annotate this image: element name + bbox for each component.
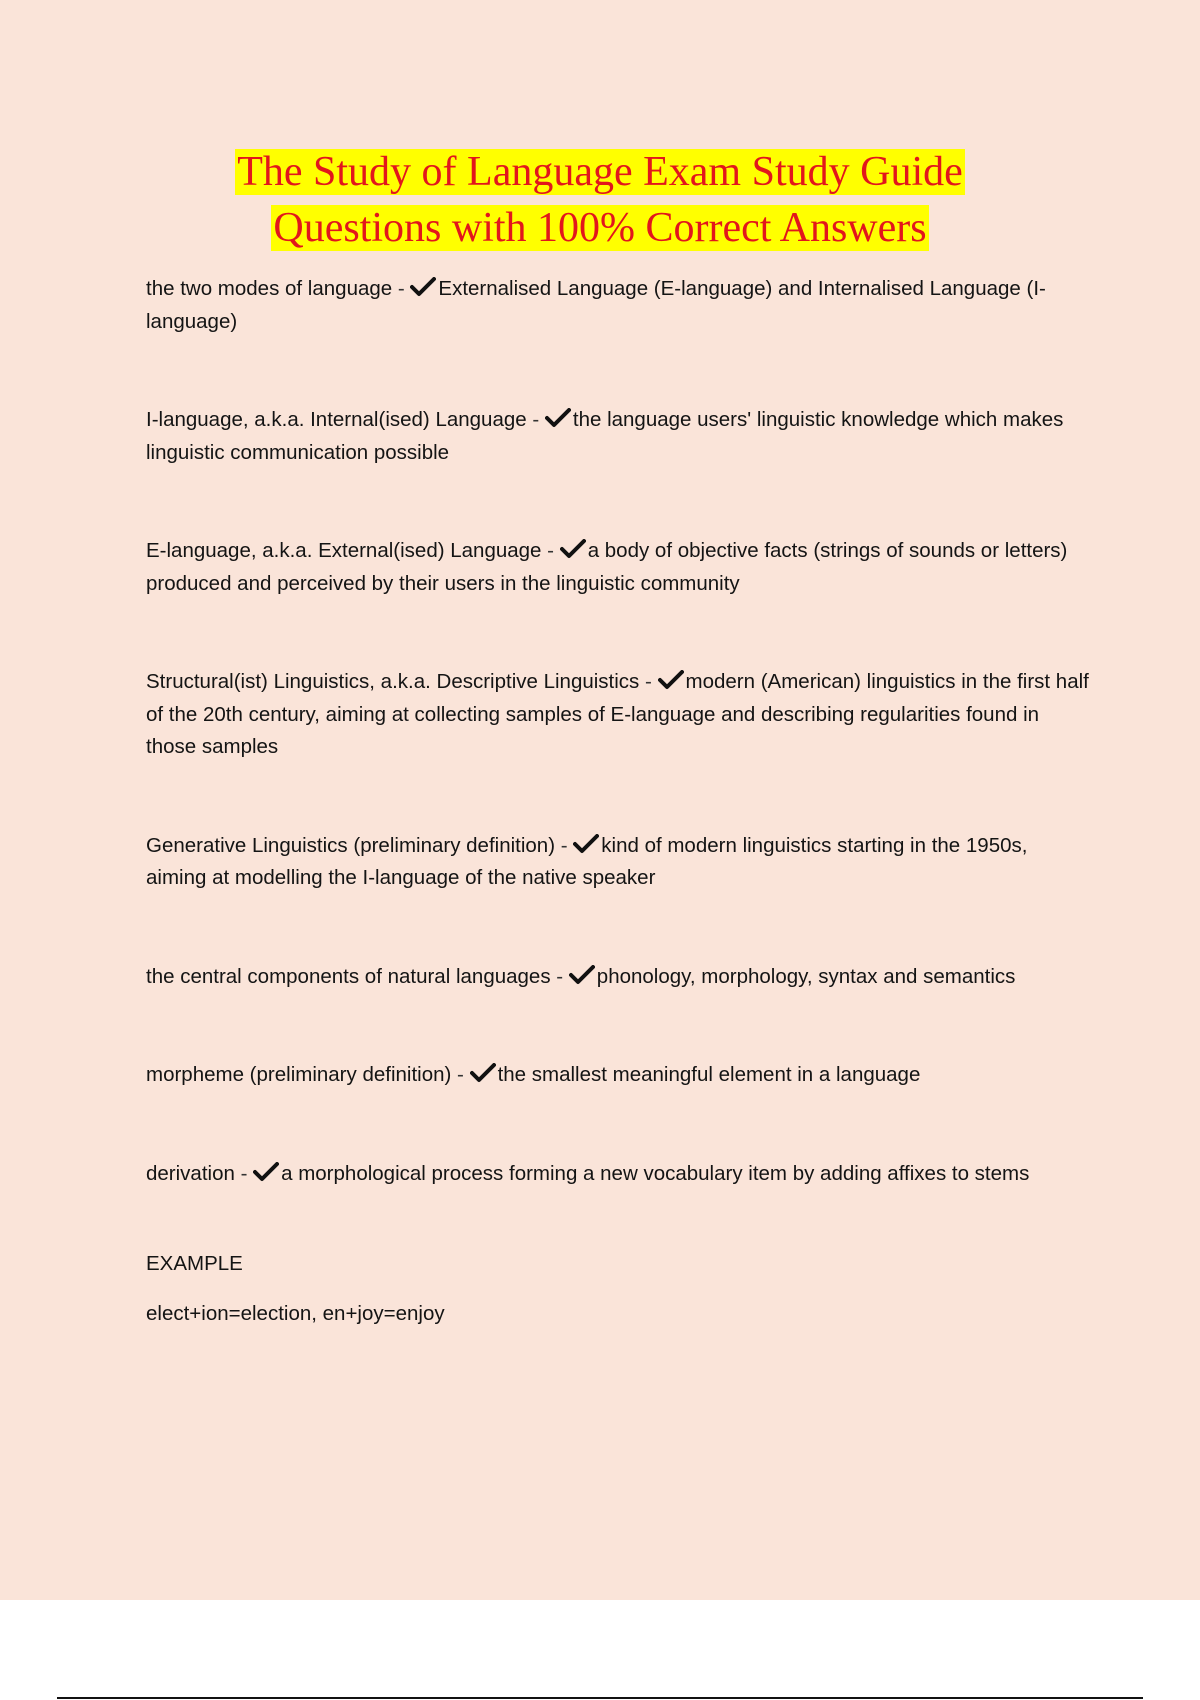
qa-item: [146, 1158, 1091, 1191]
title-line-2: Questions with 100% Correct Answers: [273, 205, 927, 251]
qa-term: derivation: [146, 1161, 235, 1185]
qa-answer: a body of objective facts (strings of sounds or letters) produced and perceived by their users in the linguistic community: [146, 539, 1068, 595]
qa-term: the two modes of language: [146, 277, 393, 300]
qa-term: Generative Linguistics (preliminary definition): [146, 833, 556, 857]
qa-item: [146, 830, 1091, 895]
check-icon: [573, 834, 599, 854]
qa-item: [146, 535, 1091, 600]
qa-answer: the language users' linguistic knowledge which makes linguistic communication possible: [146, 408, 1064, 464]
qa-separator: -: [639, 670, 658, 693]
example-text: elect+ion=election, en+joy=enjoy: [146, 1301, 445, 1325]
check-icon: [658, 670, 684, 690]
qa-term: morpheme (preliminary definition): [146, 1063, 452, 1086]
check-icon: [470, 1063, 496, 1083]
qa-item: [146, 1059, 1091, 1092]
qa-separator: -: [451, 1063, 470, 1086]
document-title: [0, 144, 1200, 256]
qa-item: [146, 666, 1091, 764]
qa-answer: a morphological process forming a new vocabulary item by adding affixes to stems: [281, 1161, 1030, 1185]
example-label: EXAMPLE: [146, 1252, 243, 1275]
qa-term: the central components of natural languages: [146, 964, 551, 988]
qa-term: E-language, a.k.a. External(ised) Language: [146, 539, 542, 562]
qa-item: [146, 404, 1091, 469]
check-icon: [545, 408, 571, 428]
qa-separator: -: [392, 277, 411, 300]
qa-list: [146, 273, 1091, 1330]
footer-divider: [57, 1697, 1143, 1699]
check-icon: [410, 277, 436, 297]
qa-item: [146, 273, 1091, 338]
qa-answer: the smallest meaningful element in a language: [497, 1063, 921, 1086]
qa-answer: kind of modern linguistics starting in the 1950s, aiming at modelling the I-language of the native speaker: [146, 833, 1028, 889]
qa-separator: -: [555, 833, 574, 857]
qa-answer: Externalised Language (E-language) and Internalised Language (I-language): [146, 277, 1046, 333]
qa-term: I-language, a.k.a. Internal(ised) Language: [146, 408, 527, 431]
check-icon: [560, 539, 586, 559]
qa-separator: -: [526, 408, 545, 431]
qa-answer: phonology, morphology, syntax and semantics: [596, 964, 1016, 988]
qa-answer: modern (American) linguistics in the first half of the 20th century, aiming at collecting samples of E-language and describing regularities found in those samples: [146, 670, 1089, 758]
title-line-1: The Study of Language Exam Study Guide: [237, 149, 963, 195]
check-icon: [253, 1162, 279, 1182]
qa-separator: -: [234, 1161, 254, 1185]
qa-separator: -: [550, 964, 569, 988]
qa-separator: -: [541, 539, 560, 562]
check-icon: [569, 965, 595, 985]
qa-item: [146, 961, 1091, 994]
qa-term: Structural(ist) Linguistics, a.k.a. Descriptive Linguistics: [146, 670, 640, 693]
